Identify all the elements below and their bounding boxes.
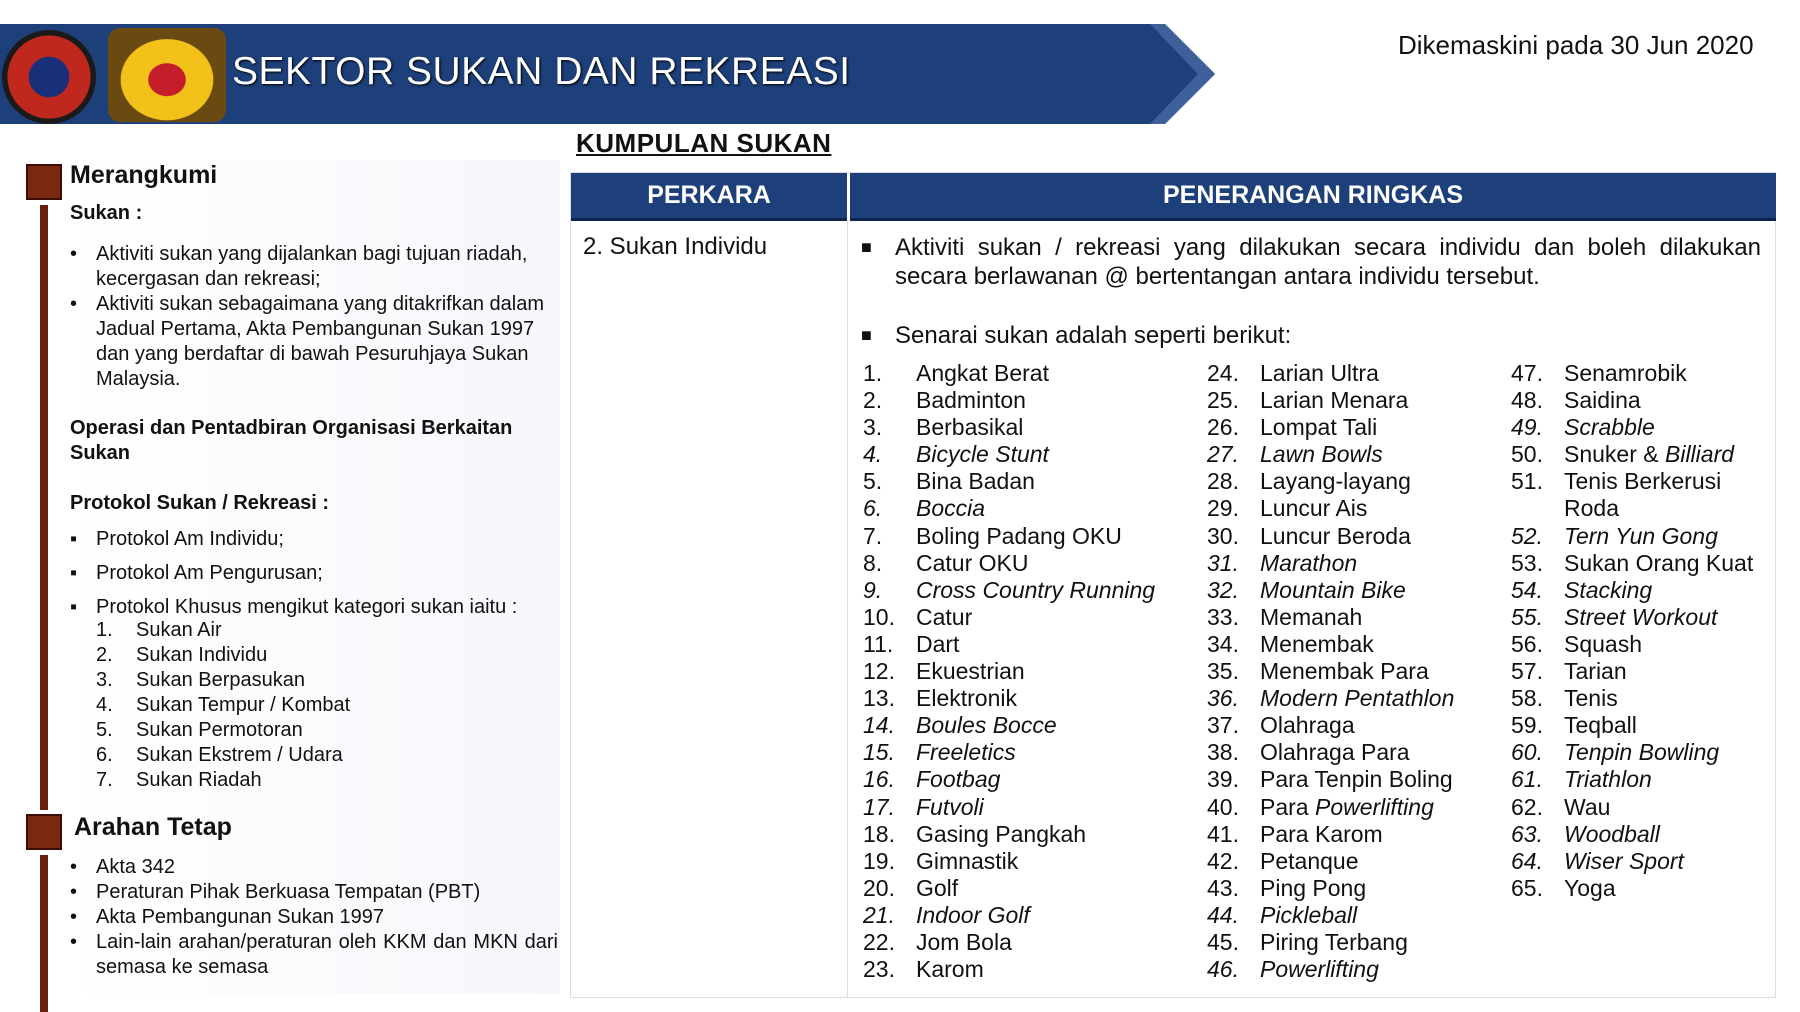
sport-item [863,766,1155,793]
sport-item [1511,387,1753,414]
sport-item [863,685,1155,712]
sport-name: Para Karom [1260,820,1383,847]
sport-item [1207,604,1454,631]
sport-number: 47. [1511,360,1543,386]
description-1: ■ Aktiviti sukan / rekreasi yang dilakukan secara individu dan boleh dilakukan secara berlawanan @ bertentangan antara individu tersebut. [861,234,1761,290]
column-header-perkara: PERKARA [571,173,847,221]
sport-item [1511,821,1753,848]
sport-name: Piring Terbang [1260,928,1408,955]
sport-number: 13. [863,685,895,712]
sport-number: 27. [1207,441,1239,468]
sport-item [1511,468,1753,495]
merangkumi-heading: Merangkumi [70,161,218,189]
list-item: ▪ Protokol Am Pengurusan; [70,561,570,586]
sport-name: Tern Yun Gong [1564,522,1718,549]
sport-name: Larian Ultra [1260,360,1379,386]
sport-name-italic: Powerlifting [1314,793,1434,820]
sport-number: 10. [863,603,895,630]
sport-number: 17. [863,793,895,820]
sport-name: Scrabble [1564,414,1655,441]
sport-item [1207,577,1454,604]
sport-number: 57. [1511,658,1543,685]
sport-number: 8. [863,549,883,576]
sport-name: Freeletics [916,739,1016,766]
sport-item [863,414,1155,441]
sport-item [1207,848,1454,875]
sport-name: Boling Padang OKU [916,522,1122,549]
sport-item [863,360,1155,387]
sport-item [1207,414,1454,441]
sport-number: 63. [1511,820,1543,847]
sport-name: Cross Country Running [916,576,1156,603]
sport-item [863,739,1155,766]
sport-number: 28. [1207,468,1239,495]
sport-number: 7. [863,522,883,549]
sport-number: 45. [1207,928,1239,955]
sport-number: 39. [1207,766,1239,793]
sport-item [1207,794,1454,821]
sport-number: 61. [1511,766,1543,793]
sport-name: Layang-layang [1260,468,1411,495]
sport-number: 21. [863,901,895,928]
sport-number: 65. [1511,874,1543,901]
sport-name: Wiser Sport [1564,847,1684,874]
sport-name: Luncur Ais [1260,495,1368,522]
sport-number: 40. [1207,793,1239,820]
sport-number: 62. [1511,793,1543,820]
sport-name: Tenis [1564,685,1618,712]
list-item: 6. Sukan Ekstrem / Udara [96,744,343,766]
sport-item [863,577,1155,604]
sport-item [1511,577,1753,604]
sport-name: Stacking [1564,576,1653,603]
list-item: • Aktiviti sukan yang dijalankan bagi tujuan riadah, kecergasan dan rekreasi; [70,242,550,292]
sport-item [1207,739,1454,766]
sport-item [1511,712,1753,739]
sport-name: Saidina [1564,387,1641,414]
sport-name: Menembak Para [1260,658,1429,685]
sport-item [863,821,1155,848]
sport-item [1511,495,1753,522]
kategori-list [96,618,350,793]
sport-name: Pickleball [1260,901,1358,928]
sport-item [1207,929,1454,956]
section-title: KUMPULAN SUKAN [576,128,832,158]
sport-name: Marathon [1260,549,1358,576]
sport-number: 26. [1207,414,1239,441]
sport-name: Mountain Bike [1260,576,1406,603]
malaysia-coat-of-arms-icon [108,28,226,122]
sport-number: 20. [863,874,895,901]
sport-name: Futvoli [916,793,984,820]
sport-name: Tenis Berkerusi [1564,468,1722,495]
list-item: 4. Sukan Tempur / Kombat [96,694,351,716]
sport-name: Olahraga [1260,712,1355,739]
sports-column-c [1511,360,1753,902]
sport-number: 32. [1207,576,1239,603]
list-item: 3. Sukan Berpasukan [96,669,306,691]
list-item: 2. Sukan Individu [96,644,268,666]
sport-item [1207,495,1454,522]
sport-name: Ekuestrian [916,658,1025,685]
sport-name: Yoga [1564,874,1616,901]
column-divider [847,221,848,997]
sport-name: Badminton [916,387,1026,414]
sport-number: 49. [1511,414,1543,441]
sports-column-a [863,360,1155,983]
list-item: • Peraturan Pihak Berkuasa Tempatan (PBT) [70,880,558,905]
sport-item [1207,523,1454,550]
column-header-penerangan: PENERANGAN RINGKAS [850,173,1776,221]
sport-item [863,631,1155,658]
sport-name: Woodball [1564,820,1660,847]
sport-name: Karom [916,956,984,983]
sport-number: 50. [1511,441,1543,468]
sport-name: Para Tenpin Boling [1260,766,1453,793]
protokol-list [70,527,570,620]
sukan-subheading: Sukan : [70,202,143,224]
sport-number: 4. [863,441,883,468]
sport-number: 36. [1207,685,1239,712]
list-item: • Akta 342 [70,855,558,880]
sport-name: Dart [916,630,960,657]
sport-name: Petanque [1260,847,1359,874]
list-item: • Lain-lain arahan/peraturan oleh KKM dan MKN dari semasa ke semasa [70,930,558,980]
sport-name: Bina Badan [916,468,1035,495]
sport-number: 64. [1511,847,1543,874]
list-item: 7. Sukan Riadah [96,769,262,791]
sport-item [1511,360,1753,387]
sport-item [1511,414,1753,441]
list-item: ▪ Protokol Khusus mengikut kategori sukan iaitu : [70,595,570,620]
sport-name: Tenpin Bowling [1564,739,1720,766]
sport-item [1207,468,1454,495]
sport-item [863,902,1155,929]
sport-number: 43. [1207,874,1239,901]
sport-name-italic: Billiard [1665,441,1735,468]
sport-name: Catur OKU [916,549,1029,576]
sport-name: Squash [1564,630,1643,657]
sport-item [1207,766,1454,793]
sport-number: 55. [1511,603,1543,630]
sport-name: Berbasikal [916,414,1024,441]
list-item: ▪ Protokol Am Individu; [70,527,570,552]
sport-number: 2. [863,387,883,414]
sport-item [863,658,1155,685]
sport-number: 24. [1207,360,1239,386]
sport-number: 53. [1511,549,1543,576]
sport-name: Menembak [1260,630,1374,657]
sport-number: 54. [1511,576,1543,603]
sport-name: Golf [916,874,959,901]
sport-name: Angkat Berat [916,360,1049,386]
sport-name: Gimnastik [916,847,1019,874]
sport-item [1511,794,1753,821]
sport-number: 60. [1511,739,1543,766]
list-item: 1. Sukan Air [96,619,222,641]
header-banner [0,24,1220,124]
sport-item [1207,821,1454,848]
sport-item [1511,604,1753,631]
sport-name: Boccia [916,495,986,522]
sport-item [863,956,1155,983]
sport-name: Modern Pentathlon [1260,685,1455,712]
sport-number: 9. [863,576,883,603]
sport-name: Jom Bola [916,928,1012,955]
sport-item [1207,387,1454,414]
sport-name: Street Workout [1564,603,1718,630]
sport-number: 14. [863,712,895,739]
sport-number: 52. [1511,522,1543,549]
sport-item [863,441,1155,468]
sport-name: Catur [916,603,973,630]
sport-number: 25. [1207,387,1239,414]
sport-number: 42. [1207,847,1239,874]
timeline-line [40,205,48,810]
sport-item [1511,875,1753,902]
sport-number: 18. [863,820,895,847]
sport-number: 35. [1207,658,1239,685]
sport-item [1511,766,1753,793]
sport-number: 3. [863,414,883,441]
description-2: ■ Senarai sukan adalah seperti berikut: [861,322,1292,349]
sport-item [863,468,1155,495]
sport-name: Snuker & [1564,441,1665,468]
sport-item [1207,685,1454,712]
section-marker [26,164,62,200]
sport-number: 11. [863,630,894,657]
sport-item [1207,712,1454,739]
updated-date: Dikemaskini pada 30 Jun 2020 [1398,30,1754,60]
sport-item [863,712,1155,739]
sport-number: 51. [1511,468,1543,495]
sport-item [863,875,1155,902]
sport-number: 12. [863,658,895,685]
sport-number: 5. [863,468,883,495]
sport-name: Wau [1564,793,1611,820]
sport-name: Lawn Bowls [1260,441,1383,468]
sport-item [1511,441,1753,468]
sport-name: Memanah [1260,603,1363,630]
sport-number: 34. [1207,630,1239,657]
sport-number: 29. [1207,495,1239,522]
sport-number: 59. [1511,712,1543,739]
list-item: 5. Sukan Permotoran [96,719,303,741]
sport-item [1511,658,1753,685]
sport-item [1511,685,1753,712]
protokol-heading: Protokol Sukan / Rekreasi : [70,492,329,514]
merangkumi-list [70,242,550,392]
sport-item [1511,848,1753,875]
sport-number: 30. [1207,522,1239,549]
sport-name: Luncur Beroda [1260,522,1411,549]
sport-item [863,550,1155,577]
list-item: • Akta Pembangunan Sukan 1997 [70,905,558,930]
page-title: SEKTOR SUKAN DAN REKREASI [232,50,851,93]
sport-name: Ping Pong [1260,874,1367,901]
sport-name: Lompat Tali [1260,414,1378,441]
sport-number: 23. [863,956,895,983]
sport-number: 44. [1207,901,1239,928]
sport-name: Para [1260,793,1315,820]
nsc-seal-icon [2,30,96,124]
sport-name: Elektronik [916,685,1017,712]
sport-number: 16. [863,766,895,793]
sport-number: 33. [1207,603,1239,630]
sport-item [863,604,1155,631]
sport-item [863,794,1155,821]
sport-name: Gasing Pangkah [916,820,1087,847]
sport-number: 41. [1207,820,1239,847]
sport-number: 31. [1207,549,1239,576]
sport-name: Bicycle Stunt [916,441,1049,468]
sport-name: Triathlon [1564,766,1652,793]
sport-name: Sukan Orang Kuat [1564,549,1754,576]
sport-item [1207,441,1454,468]
sport-name: Indoor Golf [916,901,1030,928]
sport-item [1207,360,1454,387]
sport-item [1207,902,1454,929]
section-marker [26,814,62,850]
sport-item [1511,550,1753,577]
sport-name: Teqball [1564,712,1637,739]
sport-number: 6. [863,495,883,522]
sport-number: 38. [1207,739,1239,766]
sport-item [1511,739,1753,766]
arahan-heading: Arahan Tetap [74,813,232,841]
sport-name: Tarian [1564,658,1627,685]
sport-number: 58. [1511,685,1543,712]
sport-item [1207,956,1454,983]
sport-item [863,929,1155,956]
sport-number: 46. [1207,956,1239,983]
sport-item [1207,631,1454,658]
sport-item [863,495,1155,522]
sport-item [863,848,1155,875]
sport-item [863,523,1155,550]
sport-number: 56. [1511,630,1543,657]
sport-number: 22. [863,928,895,955]
sport-number: 37. [1207,712,1239,739]
operasi-heading: Operasi dan Pentadbiran Organisasi Berkaitan Sukan [70,417,513,464]
sport-item [1207,875,1454,902]
sport-item [863,387,1155,414]
sport-number: 15. [863,739,895,766]
perkara-cell: 2. Sukan Individu [583,233,768,260]
sport-item [1511,523,1753,550]
sport-name: Olahraga Para [1260,739,1410,766]
sport-item [1511,631,1753,658]
sport-item [1207,550,1454,577]
sport-number: 1. [863,360,883,386]
sport-name: Roda [1564,495,1619,522]
sport-number: 19. [863,847,895,874]
arahan-list [70,855,558,980]
sports-column-b [1207,360,1454,983]
sports-table [570,172,1776,998]
sport-name: Footbag [916,766,1001,793]
sport-item [1207,658,1454,685]
timeline-line [40,855,48,1012]
sport-name: Boules Bocce [916,712,1057,739]
sport-number: 48. [1511,387,1543,414]
sport-name: Powerlifting [1260,956,1379,983]
sport-name: Larian Menara [1260,387,1409,414]
sport-name: Senamrobik [1564,360,1687,386]
list-item: • Aktiviti sukan sebagaimana yang ditakrifkan dalam Jadual Pertama, Akta Pembangunan Sukan 1997 dan yang berdaftar di bawah Pesuruhjaya Sukan Malaysia. [70,292,550,392]
